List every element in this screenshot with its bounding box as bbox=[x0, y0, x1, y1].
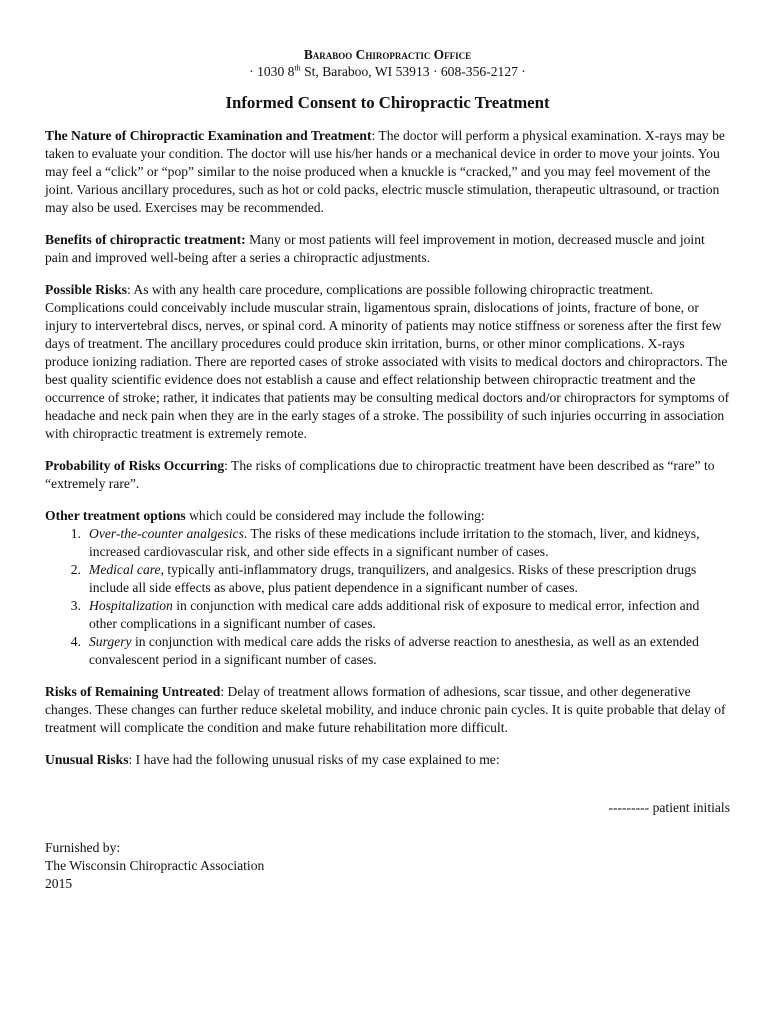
list-item bbox=[45, 597, 730, 633]
document-title: Informed Consent to Chiropractic Treatment bbox=[225, 93, 550, 112]
list-item-term: Surgery bbox=[89, 634, 132, 649]
consent-document bbox=[45, 46, 730, 893]
list-item bbox=[45, 561, 730, 597]
section-options-text: which could be considered may include the following: bbox=[185, 508, 485, 523]
section-unusual bbox=[45, 751, 730, 769]
section-benefits bbox=[45, 231, 730, 267]
address-street-number: · 1030 8 bbox=[249, 64, 295, 79]
section-benefits-heading: Benefits of chiropractic treatment: bbox=[45, 232, 246, 247]
section-options bbox=[45, 507, 730, 669]
list-item-text: , typically anti-inflammatory drugs, tranquilizers, and analgesics. Risks of these prescription drugs include all side effects as above, plus patient dependence in a significant number of cases. bbox=[89, 562, 697, 595]
section-options-intro bbox=[45, 507, 730, 525]
address-ordinal: th bbox=[294, 63, 301, 73]
footer-association: The Wisconsin Chiropractic Association bbox=[45, 858, 265, 873]
office-header bbox=[45, 46, 730, 80]
section-nature bbox=[45, 127, 730, 217]
section-unusual-heading: Unusual Risks bbox=[45, 752, 129, 767]
footer-year: 2015 bbox=[45, 876, 73, 891]
section-nature-heading: The Nature of Chiropractic Examination and Treatment bbox=[45, 128, 372, 143]
list-item-body bbox=[89, 525, 730, 561]
list-item-number: 1. bbox=[70, 526, 81, 541]
list-item-term: Medical care bbox=[89, 562, 161, 577]
list-item-term: Hospitalization bbox=[89, 598, 173, 613]
list-item bbox=[45, 633, 730, 669]
list-item-body bbox=[89, 633, 730, 669]
list-item-term: Over-the-counter analgesics bbox=[89, 526, 244, 541]
list-item-number: 3. bbox=[70, 598, 81, 613]
patient-initials-line: --------- patient initials bbox=[608, 800, 730, 815]
office-address bbox=[45, 63, 730, 80]
list-item-text: . The risks of these medications include irritation to the stomach, liver, and kidneys, increased cardiovascular risk, and other side effects in a significant number of cases. bbox=[89, 526, 700, 559]
treatment-options-list bbox=[45, 525, 730, 669]
section-unusual-text: : I have had the following unusual risks of my case explained to me: bbox=[128, 752, 500, 767]
section-probability-text: : The risks of complications due to chiropractic treatment have been described as “rare” to “extremely rare”. bbox=[45, 458, 715, 491]
section-untreated-heading: Risks of Remaining Untreated bbox=[45, 684, 221, 699]
address-rest: St, Baraboo, WI 53913 · 608-356-2127 · bbox=[300, 64, 526, 79]
section-untreated bbox=[45, 683, 730, 737]
section-risks-text: : As with any health care procedure, complications are possible following chiropractic treatment. Complications could conceivably include muscular strain, ligamentous sprain, dislocations of joints, fracture of bone, or injury to intervertebral discs, nerves, or spinal cord. A minority of patients may notice stiffness or soreness after the first few days of treatment. The ancillary procedures could produce skin irritation, burns, or other minor complications. X-rays produce ionizing radiation. There are reported cases of stroke associated with visits to medical doctors and chiropractors. The best quality scientific evidence does not establish a cause and effect relationship between chiropractic treatment and the occurrence of stroke; rather, it indicates that patients may be consulting medical doctors and/or chiropractors for symptoms of headache and neck pain when they are in the early stages of a stroke. The possibility of such injuries occurring in association with chiropractic treatment is extremely remote. bbox=[45, 282, 730, 441]
list-item-number: 2. bbox=[70, 562, 81, 577]
list-item-number: 4. bbox=[70, 634, 81, 649]
section-probability-heading: Probability of Risks Occurring bbox=[45, 458, 225, 473]
section-nature-text: : The doctor will perform a physical examination. X-rays may be taken to evaluate your condition. The doctor will use his/her hands or a mechanical device in order to move your joints. You may feel a “click” or “pop” similar to the noise produced when a knuckle is “cracked,” and you may feel movement of the joint. Various ancillary procedures, such as hot or cold packs, electric muscle stimulation, therapeutic ultrasound, or traction may also be used. Exercises may be recommended. bbox=[45, 128, 725, 215]
list-item bbox=[45, 525, 730, 561]
list-item-body bbox=[89, 597, 730, 633]
office-name: Baraboo Chiropractic Office bbox=[303, 47, 472, 62]
section-options-heading: Other treatment options bbox=[45, 508, 186, 523]
section-benefits-text: Many or most patients will feel improvement in motion, decreased muscle and joint pain and improved well-being after a series a chiropractic adjustments. bbox=[45, 232, 705, 265]
list-item-text: in conjunction with medical care adds the risks of adverse reaction to anesthesia, as well as an extended convalescent period in a significant number of cases. bbox=[89, 634, 699, 667]
section-risks-heading: Possible Risks bbox=[45, 282, 127, 297]
list-item-body bbox=[89, 561, 730, 597]
section-risks bbox=[45, 281, 730, 443]
section-untreated-text: : Delay of treatment allows formation of adhesions, scar tissue, and other degenerative changes. These changes can further reduce skeletal mobility, and induce chronic pain cycles. It is quite probable that delay of treatment will complicate the condition and make future rehabilitation more difficult. bbox=[45, 684, 726, 735]
footer-furnished-by: Furnished by: bbox=[45, 840, 121, 855]
section-probability bbox=[45, 457, 730, 493]
list-item-text: in conjunction with medical care adds additional risk of exposure to medical error, infection and other complications in a significant number of cases. bbox=[89, 598, 700, 631]
footer bbox=[45, 839, 730, 893]
